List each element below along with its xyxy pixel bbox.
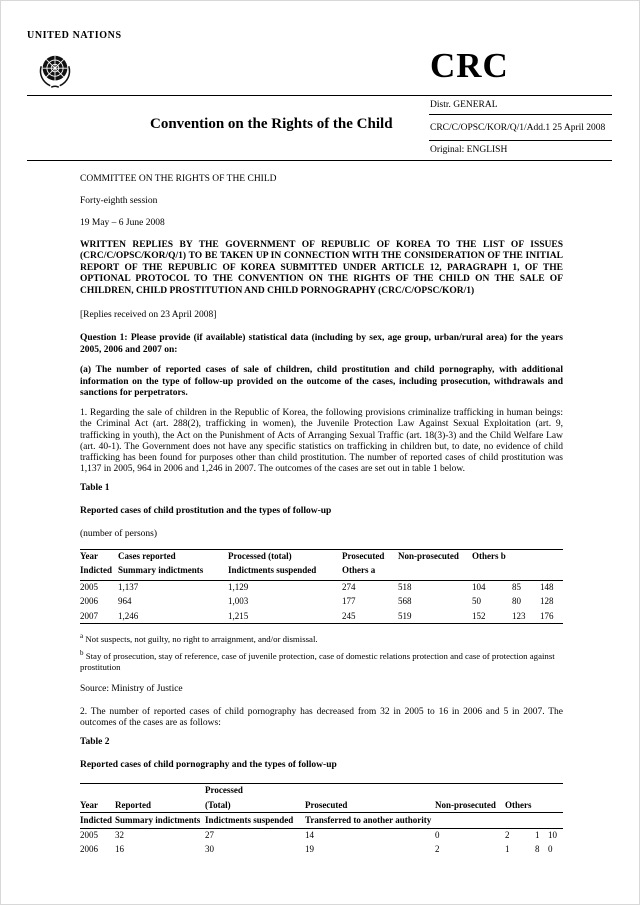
footnote-b-text: Stay of prosecution, stay of reference, case of juvenile protection, case of domestic relations protection and case of protection against prostitution (80, 651, 555, 673)
column-header: Year (80, 798, 115, 813)
report-title: WRITTEN REPLIES BY THE GOVERNMENT OF REPUBLIC OF KOREA TO THE LIST OF ISSUES (CRC/C/OPSC/KOR/Q/1) TO BE TAKEN UP IN CONNECTION WITH THE CONSIDERATION OF THE INITIAL REPORT OF THE REPUBLIC OF KOREA SUBMITTED UNDER ARTICLE 12, PARAGRAPH 1, OF THE OPTIONAL PROTOCOL TO THE CONVENTION ON THE RIGHTS OF THE CHILD ON THE SALE OF CHILDREN, CHILD PROSTITUTION AND CHILD PORNOGRAPHY (CRC/C/OPSC/KOR/1) (80, 239, 563, 296)
table-subheader-row (80, 564, 563, 580)
column-subheader (540, 564, 563, 580)
column-header: Processed (205, 785, 243, 796)
replies-received: [Replies received on 23 April 2008] (80, 310, 217, 321)
table-cell: 519 (398, 610, 412, 621)
table-1-header (80, 549, 563, 580)
table-cell: 14 (305, 830, 314, 841)
table-cell: 2005 (80, 582, 98, 593)
column-header: Reported (115, 798, 205, 813)
table-preheader-row (80, 783, 563, 798)
session-name: Forty-eighth session (80, 195, 158, 206)
column-header (540, 549, 563, 564)
footnote-a-text: Not suspects, not guilty, no right to arraignment, and/or dismissal. (85, 634, 318, 645)
footnote-b (80, 649, 563, 673)
table-cell: 50 (472, 596, 481, 607)
column-header: Prosecuted (305, 798, 435, 813)
column-subheader: Indicted (80, 564, 118, 580)
column-header (435, 783, 505, 798)
table-cell: 2007 (80, 610, 98, 621)
paragraph-1: 1. Regarding the sale of children in the Republic of Korea, the following provisions criminalize trafficking in human beings: the Criminal Act (art. 288(2), trafficking in women), the Juvenile Protection Law Against Sexual Exploitation (art. 9, trafficking in youth), the Act on the Punishment of Acts of Arranging Sexual Traffic (art. 18(3)-3) and the Child Welfare Law (art. 40-1). The Government does not have any specific statistics on trafficking in children but, to date, no evidence of child trafficking has been found for purposes other than child prostitution. The number of reported cases of child prostitution was 1,137 in 2005, 964 in 2006 and 1,246 in 2007. The outcomes of the cases are set out in table 1 below. (80, 408, 563, 474)
convention-title: Convention on the Rights of the Child (150, 116, 393, 132)
table-cell: 1,137 (118, 582, 139, 593)
table-cell: 2006 (80, 596, 98, 607)
session-dates: 19 May – 6 June 2008 (80, 217, 165, 228)
column-header (505, 783, 535, 798)
table-cell: 104 (472, 582, 486, 593)
table-cell: 2 (435, 844, 440, 855)
table-cell: 1,215 (228, 610, 249, 621)
table-cell: 0 (435, 830, 440, 841)
table-cell: 245 (342, 610, 356, 621)
source-line: Source: Ministry of Justice (80, 684, 183, 695)
column-header: Year (80, 551, 98, 562)
table-cell: 568 (398, 596, 412, 607)
original-language: Original: ENGLISH (430, 145, 508, 155)
table-row (80, 595, 563, 609)
column-subheader (505, 813, 535, 828)
column-subheader: Others a (342, 564, 398, 580)
distribution-line: Distr. GENERAL (430, 100, 498, 110)
table-cell: 19 (305, 844, 314, 855)
table-2-title: Reported cases of child pornography and the types of follow-up (80, 760, 337, 771)
table-cell: 1,129 (228, 582, 249, 593)
table-cell: 10 (548, 830, 557, 841)
table-1-title: Reported cases of child prostitution and the types of follow-up (80, 505, 332, 516)
column-header: Non-prosecuted (398, 551, 459, 562)
table-1 (80, 549, 563, 625)
column-subheader (472, 564, 512, 580)
document-body (80, 174, 563, 857)
column-subheader: Transferred to another authority (305, 813, 435, 828)
footnote-a-marker: a (80, 632, 84, 641)
united-nations-label: UNITED NATIONS (27, 30, 122, 41)
table-row (80, 609, 563, 624)
column-header: Others b (472, 551, 506, 562)
table-cell: 1,003 (228, 596, 249, 607)
column-header (535, 783, 548, 798)
column-header (115, 783, 205, 798)
masthead-rule-top (27, 95, 612, 96)
footnote-a (80, 632, 563, 645)
column-subheader (535, 813, 548, 828)
column-header: Prosecuted (342, 551, 385, 562)
table-cell: 177 (342, 596, 356, 607)
table-cell: 80 (512, 596, 521, 607)
table-cell: 2005 (80, 830, 98, 841)
table-cell: 27 (205, 830, 214, 841)
column-subheader: Indictments suspended (205, 813, 305, 828)
column-header: Others (505, 798, 535, 813)
table-cell: 1,246 (118, 610, 139, 621)
column-header (80, 783, 115, 798)
table-cell: 964 (118, 596, 132, 607)
column-subheader: Summary indictments (115, 813, 205, 828)
table-cell: 123 (512, 610, 526, 621)
document-reference: CRC/C/OPSC/KOR/Q/1/Add.1 (430, 123, 551, 133)
table-header-row (80, 549, 563, 564)
paragraph-2: 2. The number of reported cases of child pornography has decreased from 32 in 2005 to 16 in 2006 and 5 in 2007. The outcomes of the cases are as follows: (80, 707, 563, 729)
table-cell: 152 (472, 610, 486, 621)
table-subheader-row (80, 813, 563, 828)
column-header (548, 783, 563, 798)
masthead-rule-bottom (27, 160, 612, 161)
question-1: Question 1: Please provide (if available) statistical data (including by sex, age group, urban/rural area) for the years 2005, 2006 and 2007 on: (80, 332, 563, 355)
table-row (80, 843, 563, 857)
table-row (80, 580, 563, 595)
question-1a: (a) The number of reported cases of sale of children, child prostitution and child pornography, with additional information on the type of follow-up provided on the outcome of the cases, including prosecution, withdrawals and sanctions for perpetrators. (80, 364, 563, 399)
table-cell: 32 (115, 830, 124, 841)
column-header (535, 798, 548, 813)
column-header: Cases reported (118, 551, 176, 562)
document-symbol-large: CRC (430, 46, 509, 85)
table-cell: 1 (505, 844, 510, 855)
table-cell: 0 (548, 844, 553, 855)
table-cell: 30 (205, 844, 214, 855)
table-cell: 2006 (80, 844, 98, 855)
column-subheader: Summary indictments (118, 564, 228, 580)
table-1-label: Table 1 (80, 482, 110, 493)
table-2-body (80, 828, 563, 857)
table-cell: 85 (512, 582, 521, 593)
masthead-divider-2 (429, 140, 612, 141)
table-cell: 1 (535, 830, 540, 841)
document-date: 25 April 2008 (552, 123, 606, 133)
column-subheader: Indictments suspended (228, 564, 342, 580)
table-cell: 8 (535, 844, 540, 855)
column-header (548, 798, 563, 813)
committee-name: COMMITTEE ON THE RIGHTS OF THE CHILD (80, 174, 277, 184)
table-cell: 518 (398, 582, 412, 593)
column-subheader: Indicted (80, 813, 115, 828)
column-header: Non-prosecuted (435, 798, 505, 813)
table-cell: 16 (115, 844, 124, 855)
column-header (512, 549, 540, 564)
column-header: Processed (total) (228, 551, 292, 562)
column-subheader (398, 564, 472, 580)
column-subheader (512, 564, 540, 580)
document-reference-line (430, 123, 605, 133)
table-2 (80, 783, 563, 857)
footnote-b-marker: b (80, 649, 84, 658)
table-1-body (80, 580, 563, 624)
table-2-label: Table 2 (80, 737, 110, 748)
table-cell: 128 (540, 596, 554, 607)
table-cell: 274 (342, 582, 356, 593)
table-2-header (80, 783, 563, 828)
table-row (80, 828, 563, 843)
column-subheader (435, 813, 505, 828)
column-header (305, 783, 435, 798)
table-cell: 148 (540, 582, 554, 593)
table-1-unit: (number of persons) (80, 528, 158, 539)
un-emblem-icon (36, 52, 74, 90)
table-cell: 176 (540, 610, 554, 621)
table-header-row (80, 798, 563, 813)
table-cell: 2 (505, 830, 510, 841)
column-subheader (548, 813, 563, 828)
column-header: (Total) (205, 798, 305, 813)
masthead-divider-1 (429, 114, 612, 115)
